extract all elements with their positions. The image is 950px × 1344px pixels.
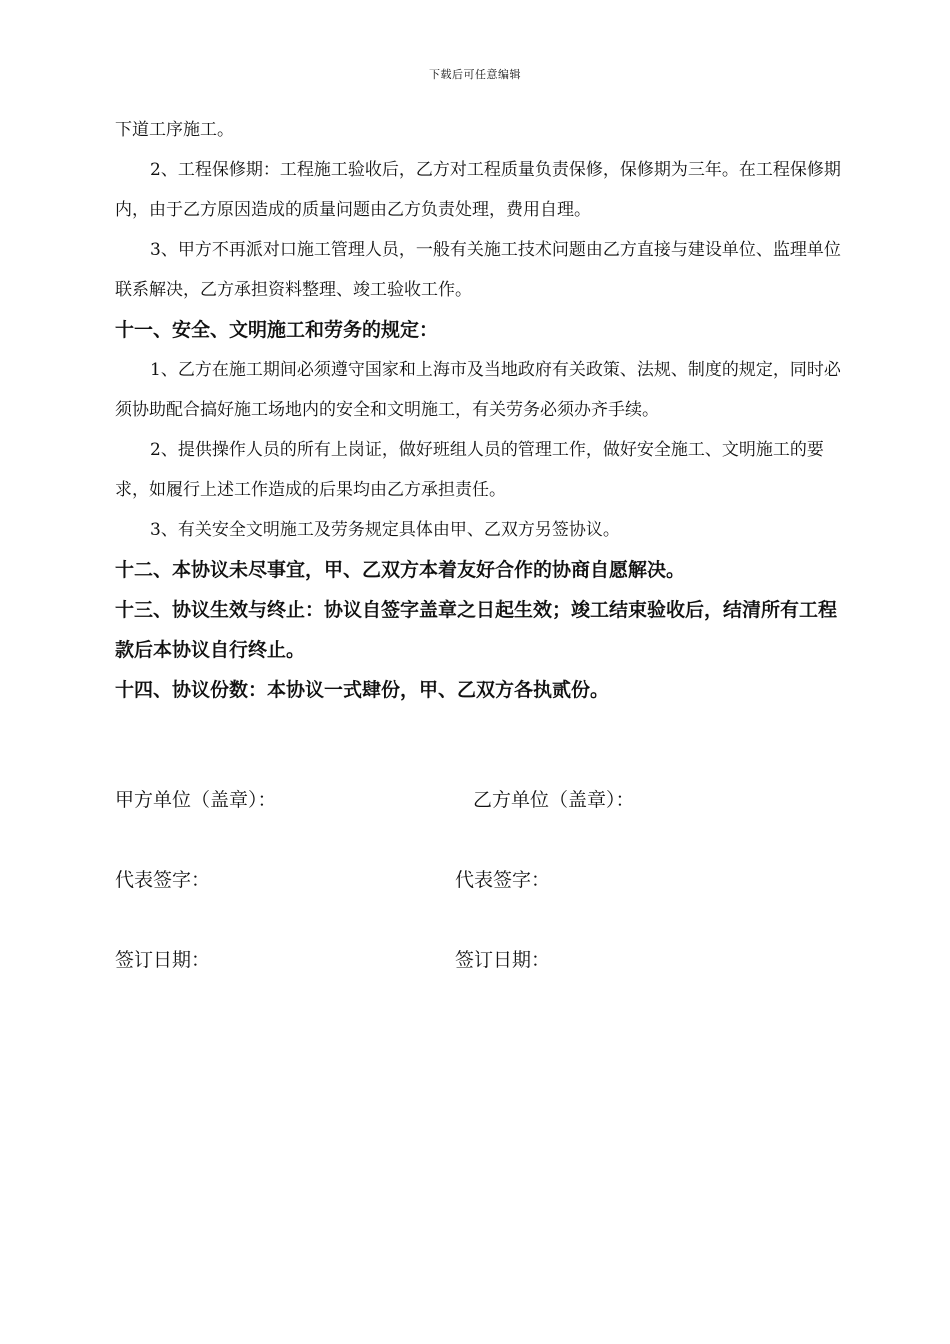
section-heading-13: 十三、协议生效与终止：协议自签字盖章之日起生效；竣工结束验收后，结清所有工程款后本协议自行终止。 bbox=[115, 599, 838, 661]
signature-row-representative bbox=[115, 860, 855, 940]
paragraph-continuation: 下道工序施工。 bbox=[115, 120, 234, 140]
document-body bbox=[115, 110, 855, 710]
party-b-representative-label: 代表签字： bbox=[455, 869, 551, 891]
page-header: 下载后可任意编辑 bbox=[429, 68, 521, 81]
signature-block bbox=[115, 780, 855, 1020]
section-heading-14: 十四、协议份数：本协议一式肆份，甲、乙双方各执贰份。 bbox=[115, 679, 610, 701]
paragraph-separate-agreement: 3、有关安全文明施工及劳务规定具体由甲、乙双方另签协议。 bbox=[150, 520, 620, 540]
party-a-unit-label: 甲方单位（盖章）： bbox=[115, 789, 277, 811]
party-a-date-label: 签订日期： bbox=[115, 949, 211, 971]
party-b-unit-label: 乙方单位（盖章）： bbox=[473, 789, 635, 811]
section-heading-12: 十二、本协议未尽事宜，甲、乙双方本着友好合作的协商自愿解决。 bbox=[115, 559, 686, 581]
signature-row-date bbox=[115, 940, 855, 1020]
party-a-representative-label: 代表签字： bbox=[115, 869, 211, 891]
paragraph-warranty-period: 2、工程保修期：工程施工验收后，乙方对工程质量负责保修，保修期为三年。在工程保修期内，由于乙方原因造成的质量问题由乙方负责处理，费用自理。 bbox=[115, 160, 841, 220]
paragraph-safety-compliance: 1、乙方在施工期间必须遵守国家和上海市及当地政府有关政策、法规、制度的规定，同时必须协助配合搞好施工场地内的安全和文明施工，有关劳务必须办齐手续。 bbox=[115, 360, 841, 420]
signature-row-unit bbox=[115, 780, 855, 860]
section-heading-11: 十一、安全、文明施工和劳务的规定： bbox=[115, 319, 439, 341]
paragraph-management-staff: 3、甲方不再派对口施工管理人员，一般有关施工技术问题由乙方直接与建设单位、监理单位联系解决，乙方承担资料整理、竣工验收工作。 bbox=[115, 240, 841, 300]
party-b-date-label: 签订日期： bbox=[455, 949, 551, 971]
paragraph-operator-certificates: 2、提供操作人员的所有上岗证，做好班组人员的管理工作，做好安全施工、文明施工的要求，如履行上述工作造成的后果均由乙方承担责任。 bbox=[115, 440, 824, 500]
